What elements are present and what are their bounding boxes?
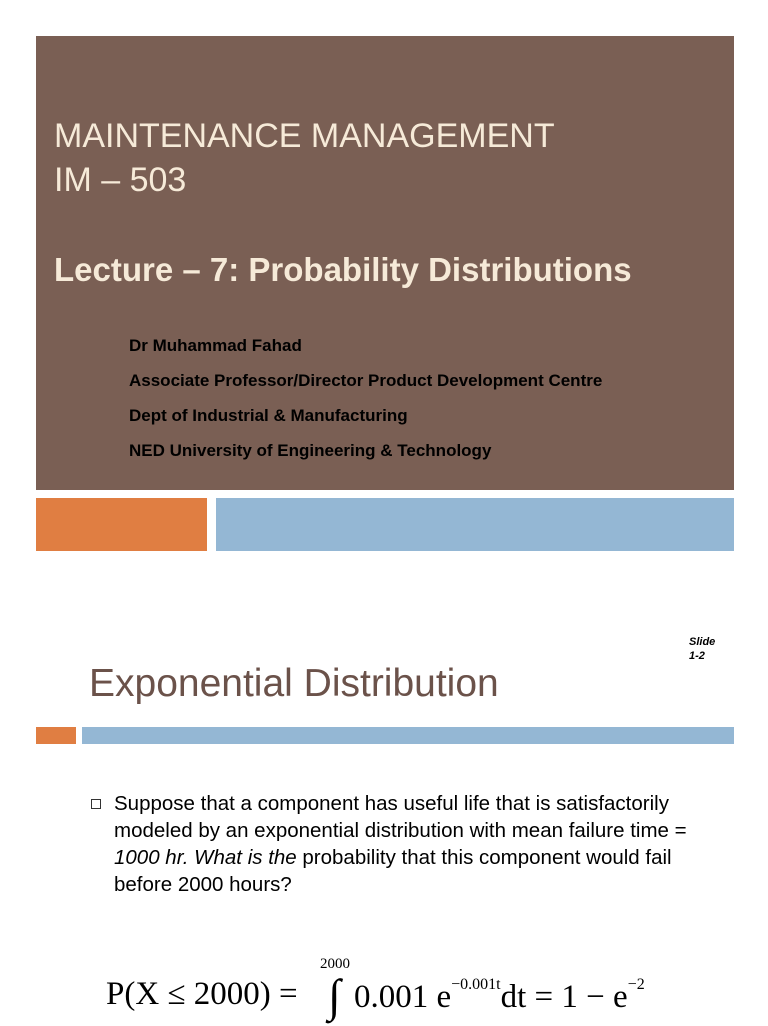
integral-sign: ∫ xyxy=(328,970,341,1021)
formula-lhs: P(X ≤ 2000) = xyxy=(106,976,298,1012)
formula-coefficient: 0.001 e xyxy=(354,979,452,1015)
title-underline-orange xyxy=(36,727,76,744)
accent-bar-blue xyxy=(216,498,734,551)
bullet-text-part3: probability that this component would fail before 2000 hours? xyxy=(114,846,672,896)
formula-result-exponent: −2 xyxy=(627,976,645,993)
bullet-text-part1: Suppose that a component has useful life that is satisfactorily modeled by an exponential distribution with mean failure time = xyxy=(114,792,687,842)
course-title xyxy=(54,114,555,202)
probability-formula xyxy=(106,956,746,1026)
author-name: Dr Muhammad Fahad xyxy=(129,336,302,355)
square-bullet-icon xyxy=(91,799,101,809)
bullet-text xyxy=(114,790,714,898)
formula-mid: dt = 1 − e xyxy=(500,979,628,1015)
lecture-title: Lecture – 7: Probability Distributions xyxy=(54,251,632,288)
course-name: MAINTENANCE MANAGEMENT xyxy=(54,117,555,155)
slide-number-label: Slide xyxy=(689,636,716,648)
author-university: NED University of Engineering & Technology xyxy=(129,441,492,460)
accent-bar-orange xyxy=(36,498,207,551)
author-block xyxy=(129,328,602,468)
formula-rhs xyxy=(354,976,645,1016)
integral-upper-limit: 2000 xyxy=(320,956,350,972)
title-slide-panel xyxy=(36,36,734,490)
slide-number xyxy=(689,635,715,663)
course-code: IM – 503 xyxy=(54,161,187,199)
bullet-text-italic: 1000 hr. What is the xyxy=(114,846,297,869)
author-department: Dept of Industrial & Manufacturing xyxy=(129,406,408,425)
title-underline-blue xyxy=(82,727,734,744)
slide-number-value: 1-2 xyxy=(689,650,705,662)
formula-exponent: −0.001t xyxy=(451,976,501,993)
slide-title: Exponential Distribution xyxy=(89,662,499,705)
author-position: Associate Professor/Director Product Development Centre xyxy=(129,371,603,390)
